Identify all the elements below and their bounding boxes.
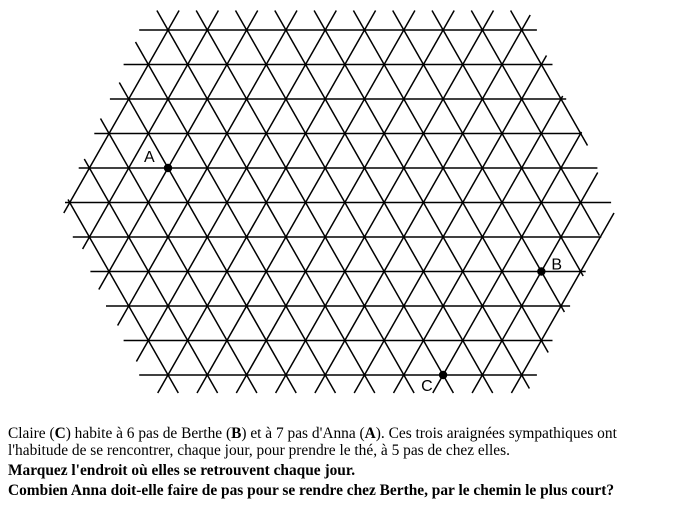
grid-line-30 [353, 11, 548, 353]
point-c-marker [439, 371, 447, 379]
grid-line-32 [393, 11, 565, 313]
point-b-label: B [551, 256, 563, 274]
point-c-label: C [421, 378, 433, 395]
point-a-marker [164, 164, 172, 172]
problem-text [8, 425, 676, 499]
grid-line-21 [136, 11, 336, 362]
grid-line-15 [83, 11, 219, 250]
point-b-marker [537, 267, 545, 275]
grid-line-13 [64, 11, 179, 214]
grid-line-38 [511, 11, 588, 146]
grid-line-39 [472, 173, 598, 394]
grid-line-17 [99, 11, 258, 290]
grid-line-31 [315, 15, 530, 393]
grid-line-33 [354, 56, 546, 394]
anna-letter: A [364, 425, 376, 442]
grid-line-12 [84, 159, 217, 393]
grid-lines [64, 11, 614, 394]
problem-intro: Claire (C) habite à 6 pas de Berthe (B) et à 7 pas d'Anna (A). Ces trois araignées sympathiques ont l'habitude de se rencontrer, chaque jour, pour prendre le thé, à 5 pas de chez elles. [8, 425, 617, 459]
grid-line-14 [101, 119, 257, 394]
berthe-letter: B [231, 425, 242, 442]
question-2: Combien Anna doit-elle faire de pas pour se rendre chez Berthe, par le chemin le plus court? [8, 482, 615, 499]
question-1: Marquez l'endroit où elles se retrouvent chaque jour. [8, 462, 356, 479]
point-a-label: A [144, 149, 155, 166]
grid-line-34 [432, 11, 583, 277]
claire-letter: C [54, 425, 66, 442]
